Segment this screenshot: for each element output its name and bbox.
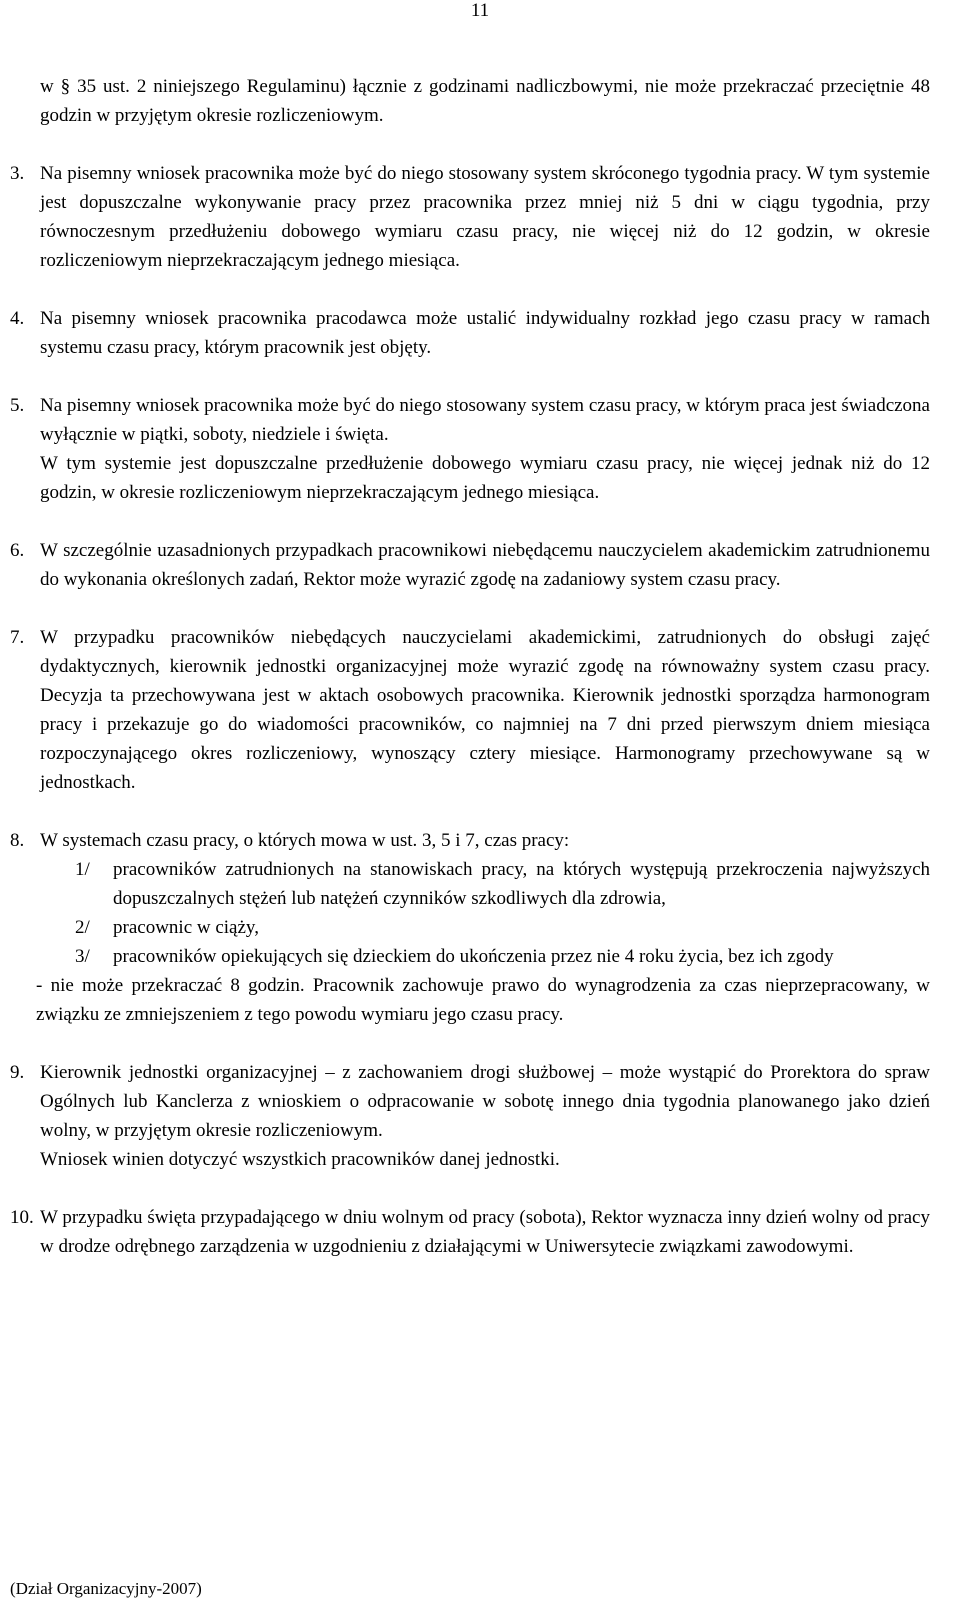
list-marker: 3/: [75, 946, 90, 967]
paragraph-number: 5.: [10, 395, 25, 416]
paragraph-text: w § 35 ust. 2 niniejszego Regulaminu) łącznie z godzinami nadliczbowymi, nie może przekraczać przeciętnie 48 godzin w przyjętym okresie rozliczeniowym.: [40, 76, 930, 126]
paragraph-9: [10, 1058, 930, 1174]
paragraph-4: [10, 304, 930, 362]
paragraph-continuation: [10, 72, 930, 130]
paragraph-7: [10, 623, 930, 797]
paragraph-text: Na pisemny wniosek pracownika pracodawca może ustalić indywidualny rozkład jego czasu pracy w ramach systemu czasu pracy, którym pracownik jest objęty.: [40, 308, 930, 358]
paragraph-text-continued: Wniosek winien dotyczyć wszystkich pracowników danej jednostki.: [40, 1149, 560, 1170]
list-item: [75, 942, 930, 971]
list-item: [75, 913, 930, 942]
list-marker: 1/: [75, 859, 90, 880]
list-marker: 2/: [75, 917, 90, 938]
paragraph-number: 10.: [10, 1207, 34, 1228]
paragraph-6: [10, 536, 930, 594]
paragraph-text: W przypadku pracowników niebędących nauczycielami akademickimi, zatrudnionych do obsługi zajęć dydaktycznych, kierownik jednostki organizacyjnej może wyrazić zgodę na równoważny system czasu pracy. Decyzja ta przechowywana jest w aktach osobowych pracownika. Kierownik jednostki sporządza harmonogram pracy i przekazuje go do wiadomości pracowników, co najmniej na 7 dni przed pierwszym dniem miesiąca rozpoczynającego okres rozliczeniowy, wynoszący cztery miesiące. Harmonogramy przechowywane są w jednostkach.: [40, 627, 930, 793]
sub-list: [75, 855, 930, 971]
paragraph-10: [10, 1203, 930, 1261]
document-body: [10, 72, 930, 1261]
paragraph-text: W szczególnie uzasadnionych przypadkach pracownikowi niebędącemu nauczycielem akademickim zatrudnionemu do wykonania określonych zadań, Rektor może wyrazić zgodę na zadaniowy system czasu pracy.: [40, 540, 930, 590]
paragraph-number: 9.: [10, 1062, 25, 1083]
list-item-text: pracowników zatrudnionych na stanowiskach pracy, na których występują przekroczenia najwyższych dopuszczalnych stężeń lub natężeń czynników szkodliwych dla zdrowia,: [113, 859, 930, 909]
paragraph-text: W systemach czasu pracy, o których mowa w ust. 3, 5 i 7, czas pracy:: [40, 830, 570, 851]
paragraph-number: 3.: [10, 163, 25, 184]
list-item-text: pracowników opiekujących się dzieckiem do ukończenia przez nie 4 roku życia, bez ich zgody: [113, 946, 834, 967]
paragraph-number: 8.: [10, 830, 25, 851]
paragraph-8: [10, 826, 930, 1029]
paragraph-text: Na pisemny wniosek pracownika może być do niego stosowany system skróconego tygodnia pracy. W tym systemie jest dopuszczalne wykonywanie pracy przez pracownika przez mniej niż 5 dni w ciągu tygodnia, przy równoczesnym przedłużeniu dobowego wymiaru czasu pracy, nie więcej niż do 12 godzin, w okresie rozliczeniowym nieprzekraczającym jednego miesiąca.: [40, 163, 930, 271]
paragraph-text: Kierownik jednostki organizacyjnej – z zachowaniem drogi służbowej – może wystąpić do Prorektora do spraw Ogólnych lub Kanclerza z wnioskiem o odpracowanie w sobotę innego dnia tygodnia planowanego jako dzień wolny, w przyjętym okresie rozliczeniowym.: [40, 1062, 930, 1141]
paragraph-text: W przypadku święta przypadającego w dniu wolnym od pracy (sobota), Rektor wyznacza inny dzień wolny od pracy w drodze odrębnego zarządzenia w uzgodnieniu z działającymi w Uniwersytecie związkami zawodowymi.: [40, 1207, 930, 1257]
paragraph-text-continued: W tym systemie jest dopuszczalne przedłużenie dobowego wymiaru czasu pracy, nie więcej jednak niż do 12 godzin, w okresie rozliczeniowym nieprzekraczającym jednego miesiąca.: [40, 453, 930, 503]
paragraph-3: [10, 159, 930, 275]
page-number: 11: [470, 0, 490, 21]
footer-note: (Dział Organizacyjny-2007): [10, 1579, 202, 1598]
paragraph-5: [10, 391, 930, 507]
paragraph-number: 6.: [10, 540, 25, 561]
list-item-text: pracownic w ciąży,: [113, 917, 259, 938]
paragraph-text: Na pisemny wniosek pracownika może być do niego stosowany system czasu pracy, w którym praca jest świadczona wyłącznie w piątki, soboty, niedziele i święta.: [40, 395, 930, 445]
dash-clause: - nie może przekraczać 8 godzin. Pracownik zachowuje prawo do wynagrodzenia za czas nieprzepracowany, w związku ze zmniejszeniem z tego powodu wymiaru jego czasu pracy.: [36, 975, 930, 1025]
paragraph-number: 4.: [10, 308, 25, 329]
paragraph-number: 7.: [10, 627, 25, 648]
list-item: [75, 855, 930, 913]
